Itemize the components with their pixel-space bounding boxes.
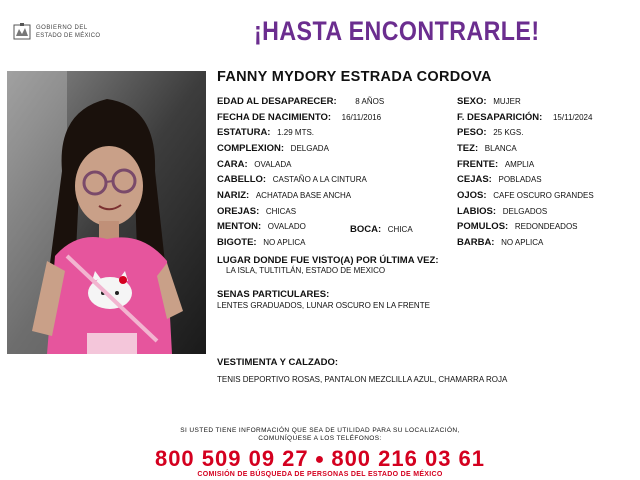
phone-numbers — [0, 446, 640, 472]
bullet-separator: ● — [314, 451, 326, 469]
field-cejas-value: POBLADAS — [498, 175, 542, 184]
field-sexo — [457, 96, 521, 107]
field-nariz — [217, 190, 351, 201]
field-menton — [217, 221, 306, 232]
field-desaparicion-value: 15/11/2024 — [552, 113, 593, 122]
field-peso-label: PESO: — [457, 127, 487, 138]
field-orejas — [217, 206, 296, 217]
field-labios-value: DELGADOS — [502, 207, 548, 216]
field-nariz-value: ACHATADA BASE ANCHA — [255, 191, 352, 200]
field-desaparicion — [457, 112, 592, 123]
field-nariz-label: NARIZ: — [217, 190, 250, 201]
field-pomulos — [457, 221, 578, 232]
field-boca-label: BOCA: — [350, 224, 382, 235]
logo-line-2: ESTADO DE MÉXICO — [36, 33, 101, 39]
vestimenta-value: TENIS DEPORTIVO ROSAS, PANTALON MEZCLILLA AZUL, CHAMARRA ROJA — [217, 375, 508, 384]
person-name: FANNY MYDORY ESTRADA CORDOVA — [217, 69, 492, 85]
field-cara-value: OVALADA — [254, 160, 292, 169]
field-boca-value: CHICA — [387, 225, 413, 234]
field-nacimiento-label: FECHA DE NACIMIENTO: — [217, 112, 331, 123]
field-frente-value: AMPLIA — [504, 160, 535, 169]
person-photo-illustration — [7, 71, 206, 354]
logo-line-1: GOBIERNO DEL — [36, 25, 88, 31]
field-nacimiento-value: 16/11/2016 — [341, 113, 382, 122]
field-labios-label: LABIOS: — [457, 206, 497, 217]
field-tez-label: TEZ: — [457, 143, 479, 154]
field-cabello — [217, 174, 367, 185]
field-bigote — [217, 237, 305, 248]
field-tez-value: BLANCA — [484, 144, 517, 153]
field-sexo-value: MUJER — [493, 97, 521, 106]
field-estatura-label: ESTATURA: — [217, 127, 271, 138]
field-cara — [217, 159, 291, 170]
field-edad — [217, 96, 384, 107]
field-complexion-value: DELGADA — [290, 144, 329, 153]
field-complexion — [217, 143, 329, 154]
last-seen-label: LUGAR DONDE FUE VISTO(A) POR ÚLTIMA VEZ: — [217, 255, 439, 266]
field-cara-label: CARA: — [217, 159, 248, 170]
field-frente — [457, 159, 534, 170]
field-cabello-value: CASTAÑO A LA CINTURA — [272, 175, 367, 184]
field-orejas-value: CHICAS — [265, 207, 297, 216]
field-cejas — [457, 174, 542, 185]
field-pomulos-label: POMULOS: — [457, 221, 509, 232]
senas-value: LENTES GRADUADOS, LUNAR OSCURO EN LA FRENTE — [217, 301, 430, 310]
field-complexion-label: COMPLEXION: — [217, 143, 285, 154]
field-labios — [457, 206, 547, 217]
field-boca — [350, 224, 413, 235]
vestimenta-label: VESTIMENTA Y CALZADO: — [217, 357, 339, 368]
field-nacimiento — [217, 112, 381, 123]
commission-name: COMISIÓN DE BÚSQUEDA DE PERSONAS DEL ESTADO DE MÉXICO — [197, 471, 443, 478]
footer-info-line-1: SI USTED TIENE INFORMACIÓN QUE SEA DE UTILIDAD PARA SU LOCALIZACIÓN, — [180, 427, 460, 434]
field-barba — [457, 237, 543, 248]
field-menton-value: OVALADO — [267, 222, 306, 231]
senas-label: SENAS PARTICULARES: — [217, 289, 330, 300]
person-photo — [7, 71, 206, 354]
field-frente-label: FRENTE: — [457, 159, 499, 170]
field-peso — [457, 127, 523, 138]
field-peso-value: 25 KGS. — [493, 128, 524, 137]
field-estatura — [217, 127, 314, 138]
field-cejas-label: CEJAS: — [457, 174, 492, 185]
headline: ¡HASTA ENCONTRARLE! — [254, 16, 540, 46]
field-menton-label: MENTON: — [217, 221, 262, 232]
field-cabello-label: CABELLO: — [217, 174, 267, 185]
field-ojos-value: CAFE OSCURO GRANDES — [493, 191, 594, 200]
last-seen-value: LA ISLA, TULTITLÁN, ESTADO DE MEXICO — [226, 266, 386, 275]
field-ojos-label: OJOS: — [457, 190, 487, 201]
field-bigote-label: BIGOTE: — [217, 237, 257, 248]
footer-info-line-2: COMUNÍQUESE A LOS TELÉFONOS: — [258, 435, 382, 442]
field-desaparicion-label: F. DESAPARICIÓN: — [457, 112, 543, 123]
field-sexo-label: SEXO: — [457, 96, 487, 107]
field-edad-value: 8 AÑOS — [355, 97, 385, 106]
field-estatura-value: 1.29 MTS. — [277, 128, 315, 137]
field-barba-label: BARBA: — [457, 237, 495, 248]
field-barba-value: NO APLICA — [501, 238, 544, 247]
field-bigote-value: NO APLICA — [263, 238, 306, 247]
seal-icon — [12, 22, 32, 42]
field-ojos — [457, 190, 594, 201]
field-orejas-label: OREJAS: — [217, 206, 260, 217]
phone-number-2[interactable]: 800 216 03 61 — [331, 446, 486, 471]
field-tez — [457, 143, 517, 154]
field-edad-label: EDAD AL DESAPARECER: — [217, 96, 337, 107]
phone-number-1[interactable]: 800 509 09 27 — [154, 446, 309, 471]
government-logo — [12, 22, 112, 44]
field-pomulos-value: REDONDEADOS — [514, 222, 578, 231]
